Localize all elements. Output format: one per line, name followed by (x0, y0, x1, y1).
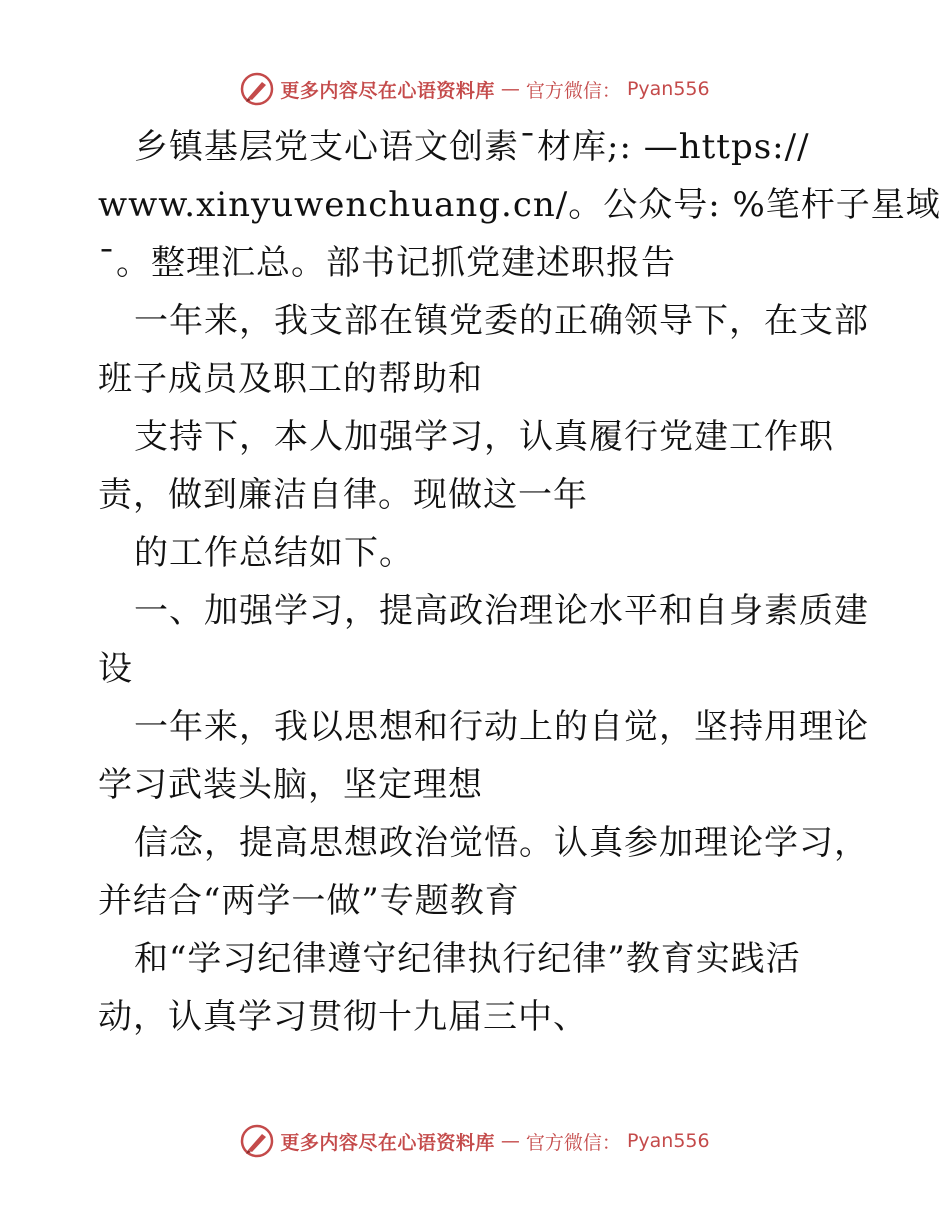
banner-wechat-label: 官方微信： (525, 79, 621, 102)
text-line: 一年来，我支部在镇党委的正确领导下，在支部 (134, 301, 869, 341)
text-line: 乡镇基层党支心语文创素¯材库;: —https:// (134, 127, 810, 167)
text-line: 一年来，我以思想和行动上的自觉，坚持用理论 (134, 707, 869, 747)
banner-dash: — (500, 78, 520, 100)
banner-brand: 更多内容尽在心语资料库 (280, 79, 495, 102)
section-heading-cont: 设 (98, 649, 133, 689)
footer-banner (0, 1124, 950, 1158)
text-line: 学习武装头脑，坚定理想 (98, 765, 483, 805)
text-line: www.xinyuwenchuang.cn/。公众号: %笔杆子星域 (98, 185, 941, 225)
text-line: 并结合“两学一做”专题教育 (98, 881, 520, 921)
text-line: 动，认真学习贯彻十九届三中、 (98, 997, 588, 1037)
banner-wechat-handle: Pyan556 (626, 78, 710, 100)
text-line: 班子成员及职工的帮助和 (98, 359, 483, 399)
document-body (98, 118, 941, 1046)
text-line: 支持下，本人加强学习，认真履行党建工作职 (134, 417, 834, 457)
banner-wechat-label: 官方微信： (525, 1131, 621, 1154)
text-line: 的工作总结如下。 (134, 533, 414, 573)
text-line: 责，做到廉洁自律。现做这一年 (98, 475, 588, 515)
text-line: 信念，提高思想政治觉悟。认真参加理论学习， (134, 823, 869, 863)
pen-logo-icon (240, 72, 274, 106)
text-line: 和“学习纪律遵守纪律执行纪律”教育实践活 (134, 939, 801, 979)
text-line: ¯。整理汇总。部书记抓党建述职报告 (98, 243, 676, 283)
banner-brand: 更多内容尽在心语资料库 (280, 1131, 495, 1154)
section-heading: 一、加强学习，提高政治理论水平和自身素质建 (134, 591, 869, 631)
pen-logo-icon (240, 1124, 274, 1158)
banner-wechat-handle: Pyan556 (626, 1130, 710, 1152)
banner-dash: — (500, 1130, 520, 1152)
header-banner (0, 72, 950, 106)
